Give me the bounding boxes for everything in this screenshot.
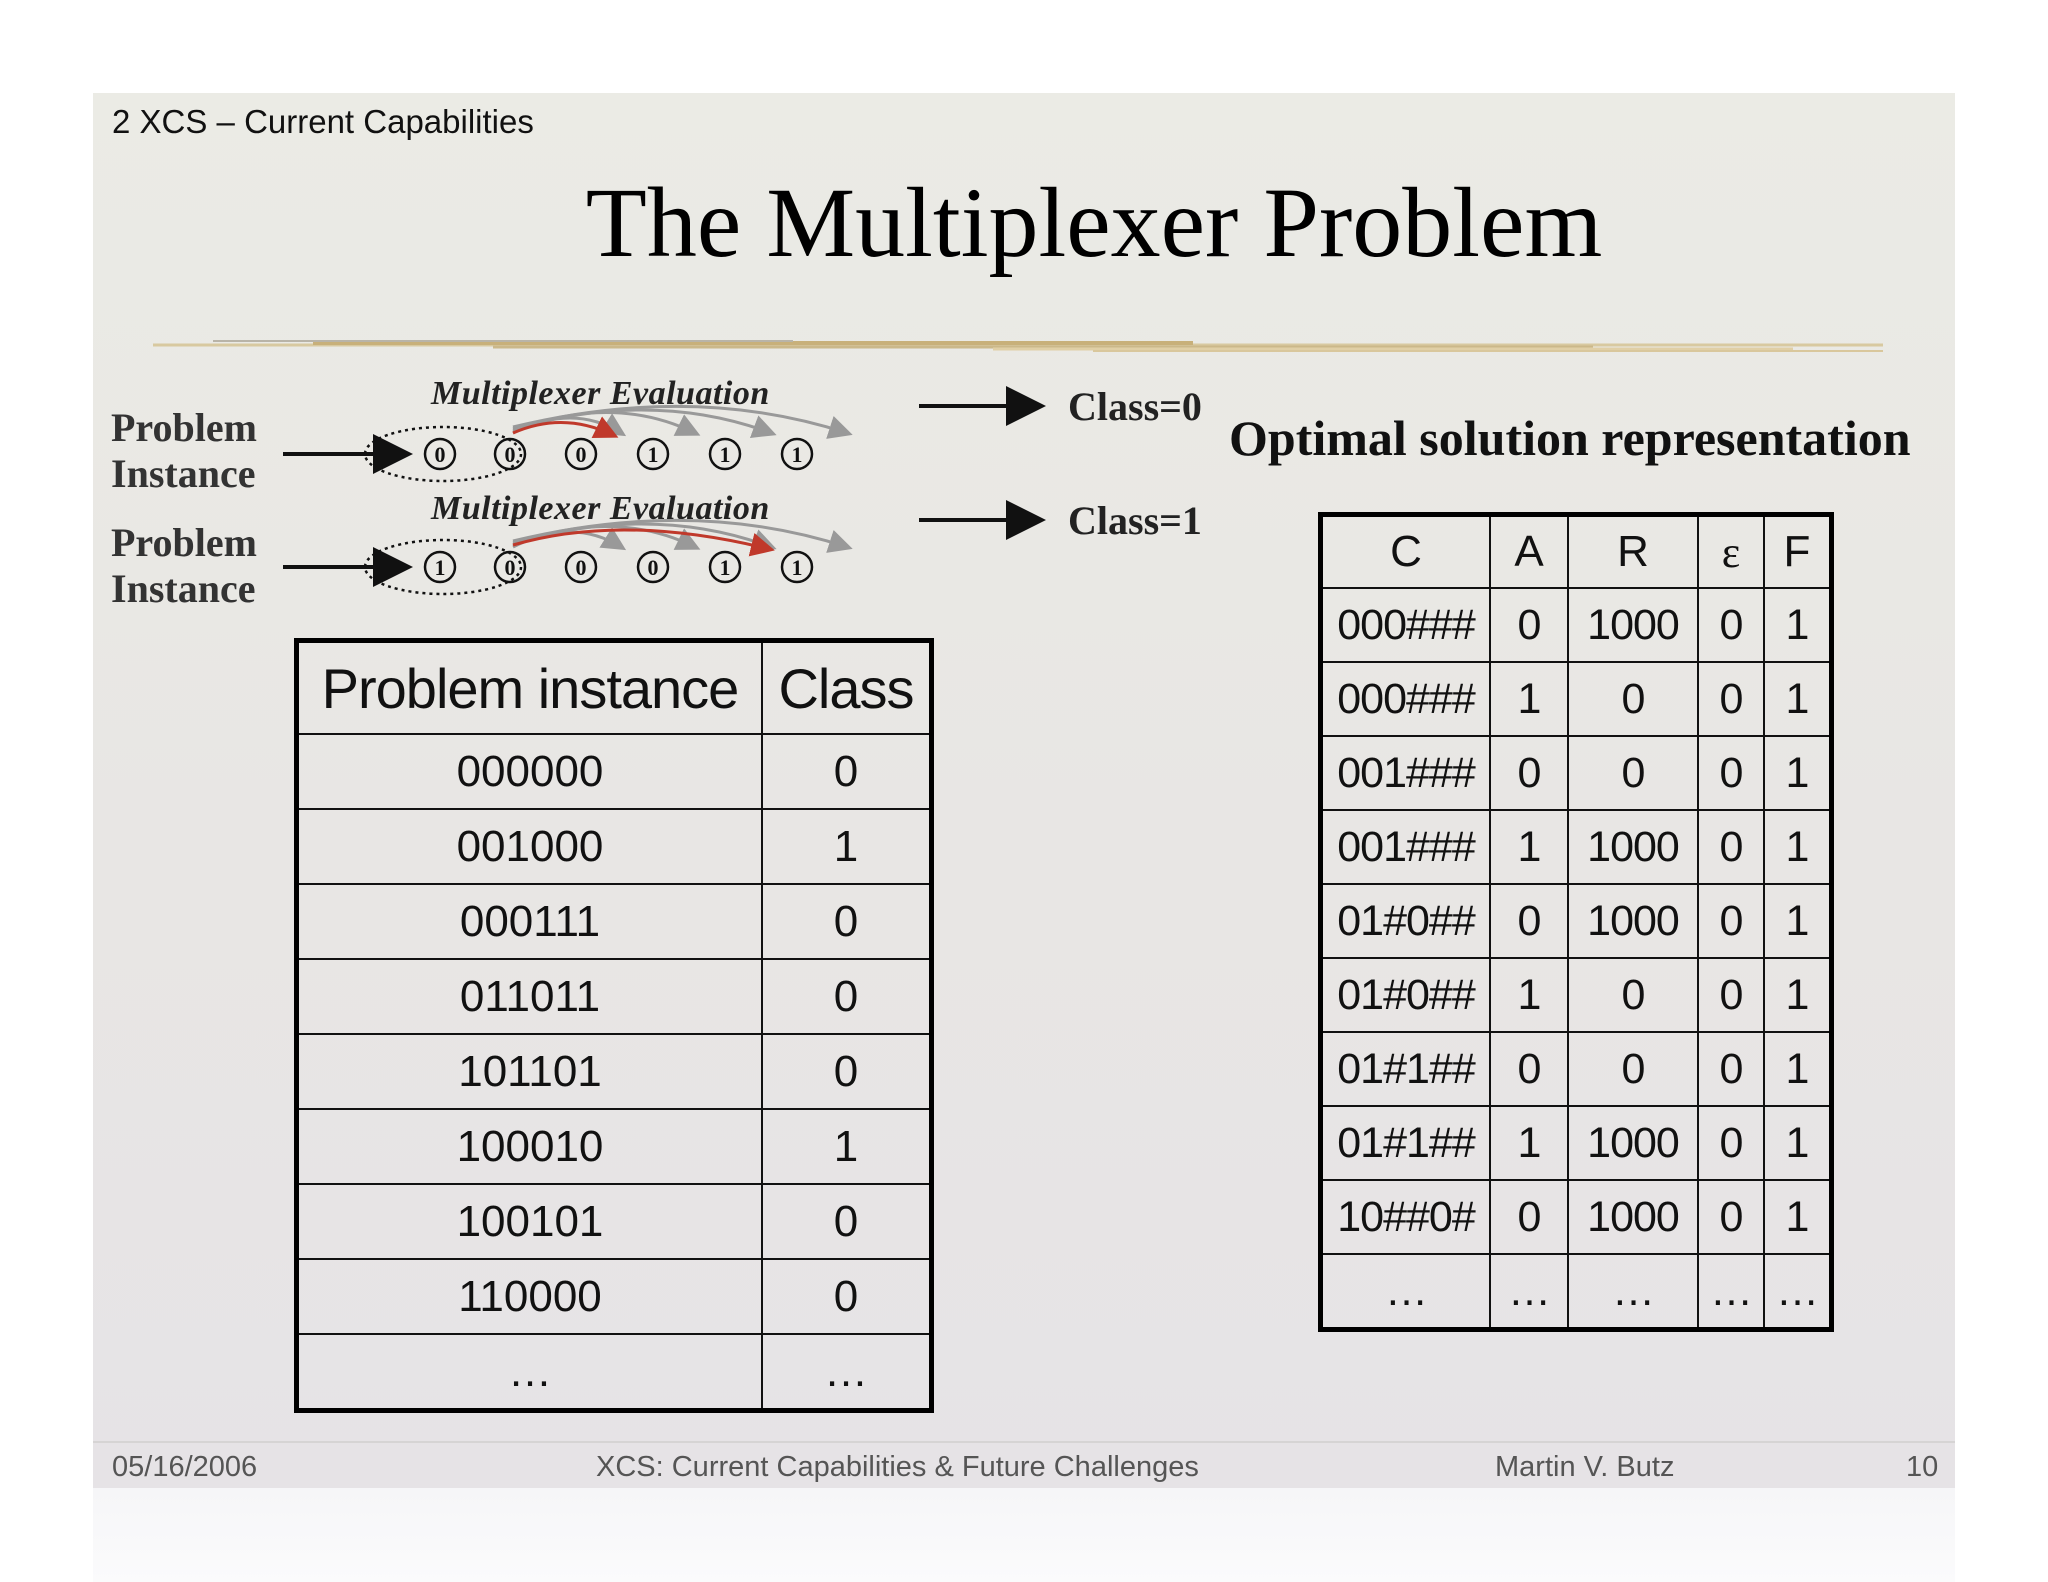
fitness-cell: 1 <box>1764 588 1832 662</box>
condition-cell: 001### <box>1321 736 1491 810</box>
error-cell: 0 <box>1698 810 1764 884</box>
error-cell: 0 <box>1698 588 1764 662</box>
bit-value: 1 <box>647 442 659 467</box>
reward-cell: 0 <box>1568 736 1698 810</box>
class-cell: 1 <box>762 809 932 884</box>
footer-date: 05/16/2006 <box>112 1451 258 1483</box>
class-cell: … <box>762 1334 932 1411</box>
bit-value: 1 <box>434 555 446 580</box>
table-row <box>1321 958 1832 1032</box>
table-row <box>297 809 932 884</box>
problem-label-line1: Problem <box>111 405 257 450</box>
fitness-cell: 1 <box>1764 1032 1832 1106</box>
fitness-cell: 1 <box>1764 884 1832 958</box>
table-row <box>297 1109 932 1184</box>
fitness-cell: 1 <box>1764 662 1832 736</box>
table-row <box>297 1259 932 1334</box>
fitness-cell: … <box>1764 1254 1832 1330</box>
bit-value: 1 <box>791 442 803 467</box>
slide <box>93 93 1955 1488</box>
action-cell: 1 <box>1490 810 1568 884</box>
bit-value: 1 <box>719 555 731 580</box>
table-row <box>297 1034 932 1109</box>
table-row <box>1321 884 1832 958</box>
error-cell: 0 <box>1698 1180 1764 1254</box>
header-error: ε <box>1698 515 1764 589</box>
bit-row-1 <box>425 439 812 469</box>
multiplexer-diagram <box>93 93 1093 613</box>
table-row <box>1321 1032 1832 1106</box>
fitness-cell: 1 <box>1764 810 1832 884</box>
table-header-row <box>1321 515 1832 589</box>
fitness-cell: 1 <box>1764 1106 1832 1180</box>
table-row <box>297 959 932 1034</box>
condition-cell: 01#0## <box>1321 958 1491 1032</box>
class-cell: 1 <box>762 1109 932 1184</box>
reward-cell: 1000 <box>1568 884 1698 958</box>
table-header-row <box>297 641 932 735</box>
table-row <box>1321 1254 1832 1330</box>
action-cell: 0 <box>1490 588 1568 662</box>
bit-value: 0 <box>575 555 587 580</box>
bit-value: 0 <box>575 442 587 467</box>
reward-cell: … <box>1568 1254 1698 1330</box>
class-cell: 0 <box>762 884 932 959</box>
action-cell: … <box>1490 1254 1568 1330</box>
reward-cell: 1000 <box>1568 588 1698 662</box>
class-cell: 0 <box>762 1259 932 1334</box>
class-result-label-2: Class=1 <box>1068 498 1202 543</box>
bit-value: 0 <box>647 555 659 580</box>
reward-cell: 0 <box>1568 1032 1698 1106</box>
class-cell: 0 <box>762 959 932 1034</box>
reward-cell: 0 <box>1568 662 1698 736</box>
problem-instance-cell: 000111 <box>297 884 763 959</box>
error-cell: 0 <box>1698 662 1764 736</box>
header-problem-instance: Problem instance <box>297 641 763 735</box>
problem-instance-cell: 100101 <box>297 1184 763 1259</box>
action-cell: 1 <box>1490 1106 1568 1180</box>
error-cell: 0 <box>1698 958 1764 1032</box>
action-cell: 0 <box>1490 736 1568 810</box>
instance-label-line2: Instance <box>111 566 256 611</box>
multiplexer-evaluation-label-1: Multiplexer Evaluation <box>431 375 770 412</box>
problem-instance-cell: … <box>297 1334 763 1411</box>
below-slide-area <box>93 1488 1955 1582</box>
error-cell: … <box>1698 1254 1764 1330</box>
multiplexer-evaluation-label-2: Multiplexer Evaluation <box>431 490 770 527</box>
problem-instance-cell: 001000 <box>297 809 763 884</box>
footer-title: XCS: Current Capabilities & Future Challenges <box>596 1451 1199 1483</box>
action-cell: 0 <box>1490 884 1568 958</box>
reward-cell: 1000 <box>1568 1106 1698 1180</box>
problem-instance-cell: 101101 <box>297 1034 763 1109</box>
header-condition: C <box>1321 515 1491 589</box>
instance-label-line2: Instance <box>111 451 256 496</box>
condition-cell: 000### <box>1321 662 1491 736</box>
condition-cell: 001### <box>1321 810 1491 884</box>
problem-instance-cell: 110000 <box>297 1259 763 1334</box>
condition-cell: 000### <box>1321 588 1491 662</box>
header-class: Class <box>762 641 932 735</box>
table-row <box>297 734 932 809</box>
table-row <box>1321 588 1832 662</box>
table-row <box>1321 1106 1832 1180</box>
bit-value: 1 <box>791 555 803 580</box>
fitness-cell: 1 <box>1764 1180 1832 1254</box>
table-row <box>1321 662 1832 736</box>
condition-cell: 01#0## <box>1321 884 1491 958</box>
problem-instance-cell: 011011 <box>297 959 763 1034</box>
condition-cell: 10##0# <box>1321 1180 1491 1254</box>
condition-cell: 01#1## <box>1321 1032 1491 1106</box>
class-result-label-1: Class=0 <box>1068 384 1202 429</box>
fitness-cell: 1 <box>1764 736 1832 810</box>
bit-value: 0 <box>504 442 516 467</box>
bit-value: 0 <box>504 555 516 580</box>
condition-cell: 01#1## <box>1321 1106 1491 1180</box>
reward-cell: 1000 <box>1568 1180 1698 1254</box>
reward-cell: 1000 <box>1568 810 1698 884</box>
error-cell: 0 <box>1698 1032 1764 1106</box>
problem-instance-cell: 000000 <box>297 734 763 809</box>
footer-divider <box>93 1441 1955 1443</box>
table-row <box>1321 810 1832 884</box>
bit-value: 0 <box>434 442 446 467</box>
bit-row-2 <box>425 552 812 582</box>
action-cell: 1 <box>1490 662 1568 736</box>
table-row <box>297 1184 932 1259</box>
fitness-cell: 1 <box>1764 958 1832 1032</box>
table-row <box>1321 736 1832 810</box>
footer-author: Martin V. Butz <box>1495 1451 1675 1483</box>
table-row <box>297 1334 932 1411</box>
reward-cell: 0 <box>1568 958 1698 1032</box>
header-reward: R <box>1568 515 1698 589</box>
action-cell: 0 <box>1490 1180 1568 1254</box>
problem-label-line1: Problem <box>111 520 257 565</box>
optimal-solution-title: Optimal solution representation <box>1229 410 1911 466</box>
header-fitness: F <box>1764 515 1832 589</box>
action-cell: 0 <box>1490 1032 1568 1106</box>
error-cell: 0 <box>1698 736 1764 810</box>
header-action: A <box>1490 515 1568 589</box>
error-cell: 0 <box>1698 1106 1764 1180</box>
condition-cell: … <box>1321 1254 1491 1330</box>
table-row <box>297 884 932 959</box>
footer-page-number: 10 <box>1906 1451 1939 1483</box>
problem-instance-cell: 100010 <box>297 1109 763 1184</box>
error-cell: 0 <box>1698 884 1764 958</box>
optimal-solution-table <box>1318 512 1834 1332</box>
table-row <box>1321 1180 1832 1254</box>
slide-title: The Multiplexer Problem <box>585 167 1603 278</box>
action-cell: 1 <box>1490 958 1568 1032</box>
bit-value: 1 <box>719 442 731 467</box>
class-cell: 0 <box>762 1034 932 1109</box>
class-cell: 0 <box>762 734 932 809</box>
problem-instance-table <box>294 638 934 1413</box>
class-cell: 0 <box>762 1184 932 1259</box>
section-label: 2 XCS – Current Capabilities <box>112 103 534 140</box>
